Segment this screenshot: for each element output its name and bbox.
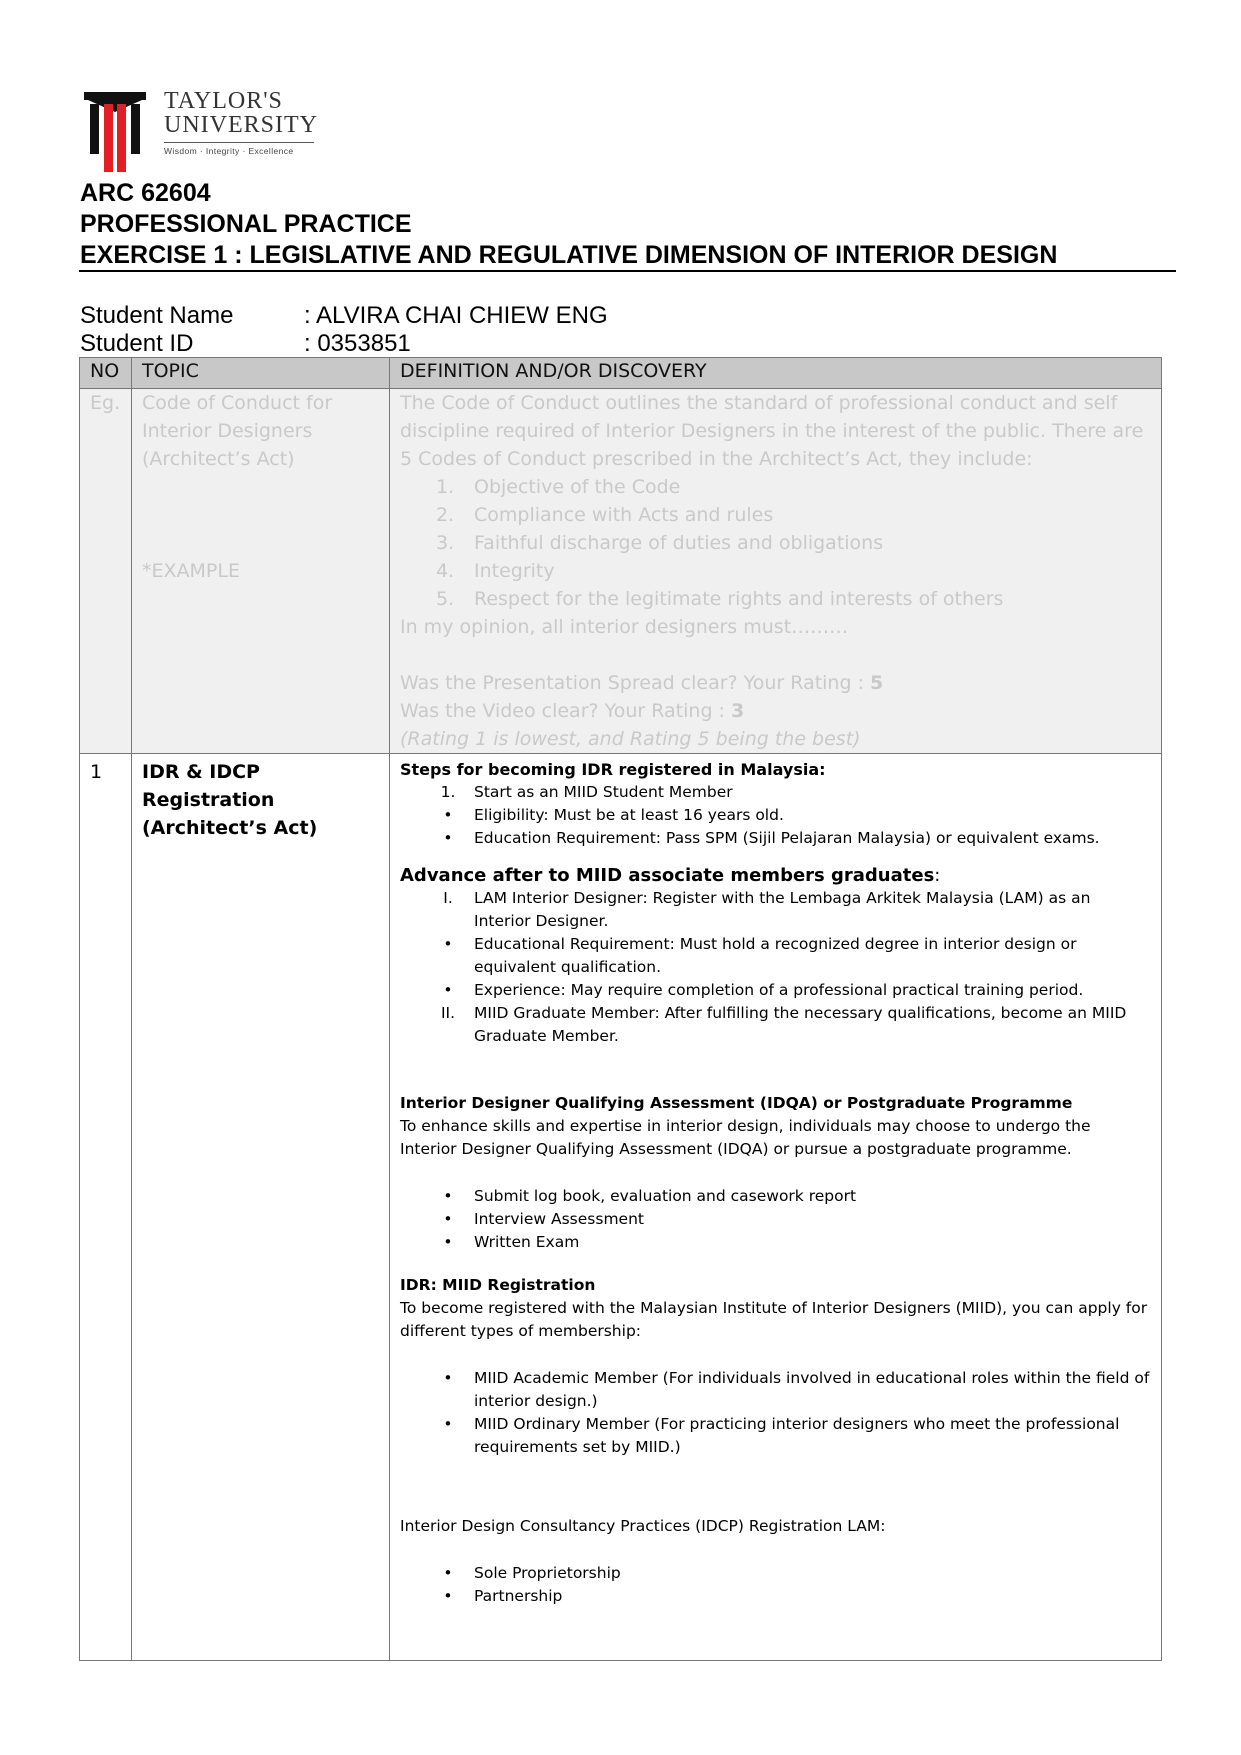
steps-list [400,781,1151,850]
heading-divider [79,270,1176,272]
example-definition [390,389,1162,754]
list-item: 2. Compliance with Acts and rules [436,504,774,526]
list-item: • Eligibility: Must be at least 16 years old. [443,806,784,824]
list-item: • Experience: May require completion of a professional practical training period. [443,981,1084,999]
exercise-title: EXERCISE 1 : LEGISLATIVE AND REGULATIVE DIMENSION OF INTERIOR DESIGN [80,241,1058,269]
header-definition: DEFINITION AND/OR DISCOVERY [390,358,1162,389]
row-definition [390,754,1162,1661]
example-rating-note: (Rating 1 is lowest, and Rating 5 being the best) [400,728,861,750]
example-intro: The Code of Conduct outlines the standard of professional conduct and self discipline required of Interior Designers in the interest of the public. There are 5 Codes of Conduct prescribed in the Architect’s Act, they include: [400,392,1144,470]
example-code-list [400,473,1151,613]
header-topic: TOPIC [132,358,390,389]
course-code: ARC 62604 [80,179,211,207]
steps-heading: Steps for becoming IDR registered in Malaysia: [400,760,826,779]
list-item: • Educational Requirement: Must hold a recognized degree in interior design or equivalent qualification. [443,935,1077,976]
list-item: • MIID Ordinary Member (For practicing interior designers who meet the professional requirements set by MIID.) [443,1415,1120,1456]
list-item: 3. Faithful discharge of duties and obligations [436,532,884,554]
example-rating-video: Was the Video clear? Your Rating : 3 [400,700,745,722]
example-topic-line: Code of Conduct for [142,392,333,414]
course-title: PROFESSIONAL PRACTICE [80,210,412,238]
table-row [80,754,1162,1661]
list-item: • Interview Assessment [443,1210,644,1228]
example-rating-presentation: Was the Presentation Spread clear? Your Rating : 5 [400,672,884,694]
list-item: • Sole Proprietorship [443,1564,621,1582]
list-item: • Education Requirement: Pass SPM (Sijil Pelajaran Malaysia) or equivalent exams. [443,829,1100,847]
header-no: NO [80,358,132,389]
student-id-label: Student ID [80,330,194,357]
row-topic: IDR & IDCP Registration (Architect’s Act) [132,754,390,1661]
list-item: • Written Exam [443,1233,580,1251]
student-name-value: : ALVIRA CHAI CHIEW ENG [304,302,608,329]
idqa-heading: Interior Designer Qualifying Assessment (IDQA) or Postgraduate Programme [400,1094,1073,1112]
example-opinion: In my opinion, all interior designers must……… [400,616,849,638]
list-item: • Submit log book, evaluation and casework report [443,1187,857,1205]
taylors-shield-icon [80,88,150,174]
advance-heading: Advance after to MIID associate members graduates: [400,865,941,886]
logo-tagline: Wisdom · Integrity · Excellence [164,146,294,156]
list-item: 5. Respect for the legitimate rights and interests of others [436,588,1004,610]
list-item: 1. Objective of the Code [436,476,681,498]
table-header-row [80,358,1162,389]
example-no: Eg. [80,389,132,754]
list-item: 4. Integrity [436,560,555,582]
idqa-list [400,1185,1151,1254]
advance-list [400,887,1151,1048]
example-row [80,389,1162,754]
row-no: 1 [80,754,132,1661]
example-topic-line: (Architect’s Act) [142,448,295,470]
list-item: 1. Start as an MIID Student Member [440,783,733,801]
miid-heading: IDR: MIID Registration [400,1276,596,1294]
document-heading [80,178,1057,271]
list-item: • MIID Academic Member (For individuals involved in educational roles within the field of interior design.) [443,1369,1150,1410]
student-name-label: Student Name [80,302,234,329]
example-topic-line: Interior Designers [142,420,313,442]
logo-text-line2: UNIVERSITY [164,112,318,138]
miid-list [400,1367,1151,1459]
idcp-list [400,1562,1151,1608]
list-item: I. LAM Interior Designer: Register with the Lembaga Arkitek Malaysia (LAM) as an Interior Designer. [443,889,1091,930]
example-tag: *EXAMPLE [142,560,240,582]
university-logo [80,86,320,178]
list-item: • Partnership [443,1587,563,1605]
miid-text: To become registered with the Malaysian Institute of Interior Designers (MIID), you can apply for different types of membership: [400,1299,1148,1340]
logo-divider [164,142,314,143]
list-item: II. MIID Graduate Member: After fulfilling the necessary qualifications, become an MIID Graduate Member. [440,1004,1127,1045]
exercise-table [79,357,1162,1661]
logo-text-line1: TAYLOR'S [164,88,283,114]
example-topic [132,389,390,754]
student-id-value: : 0353851 [304,330,411,357]
idcp-text: Interior Design Consultancy Practices (IDCP) Registration LAM: [400,1517,886,1535]
idqa-text: To enhance skills and expertise in interior design, individuals may choose to undergo the Interior Designer Qualifying Assessment (IDQA) or pursue a postgraduate programme. [400,1117,1091,1158]
